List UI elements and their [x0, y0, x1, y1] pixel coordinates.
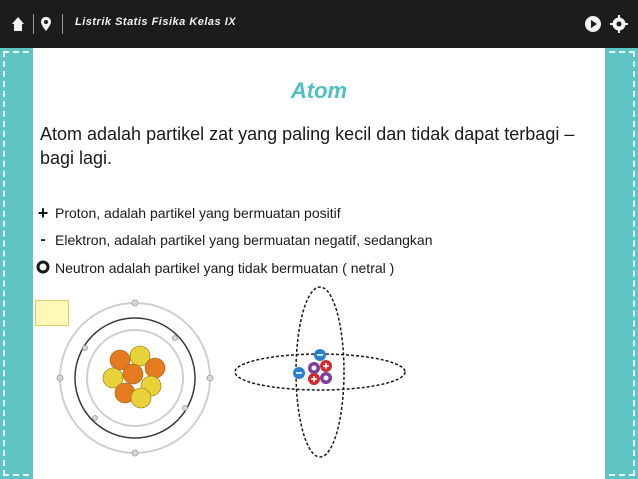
breadcrumb[interactable]: Listrik Statis Fisika Kelas IX: [75, 16, 237, 28]
bullet-electron: [40, 231, 433, 248]
home-icon[interactable]: [10, 14, 26, 34]
bullet-neutron: [55, 260, 394, 276]
bullet-text: Neutron adalah partikel yang tidak bermuatan ( netral ): [55, 260, 395, 276]
settings-gear-icon[interactable]: [610, 14, 628, 34]
slide-title: Atom: [290, 78, 348, 103]
separator: [62, 14, 63, 34]
ring-icon: [35, 260, 51, 277]
bohr-atom-diagram: [55, 298, 215, 458]
bullet-text: Proton, adalah partikel yang bermuatan positif: [55, 205, 341, 221]
minus-icon: -: [40, 231, 46, 248]
simple-atom-diagram: [230, 285, 410, 465]
top-navigation-bar: [0, 0, 638, 48]
location-pin-icon[interactable]: [39, 14, 53, 34]
intro-text: Atom adalah partikel zat yang paling kecil dan tidak dapat terbagi – bagi lagi.: [40, 124, 575, 168]
plus-icon: +: [37, 202, 49, 223]
bullet-proton: [37, 202, 341, 223]
bullet-text: Elektron, adalah partikel yang bermuatan negatif, sedangkan: [55, 232, 433, 248]
play-icon[interactable]: [584, 14, 602, 34]
separator: [33, 14, 34, 34]
